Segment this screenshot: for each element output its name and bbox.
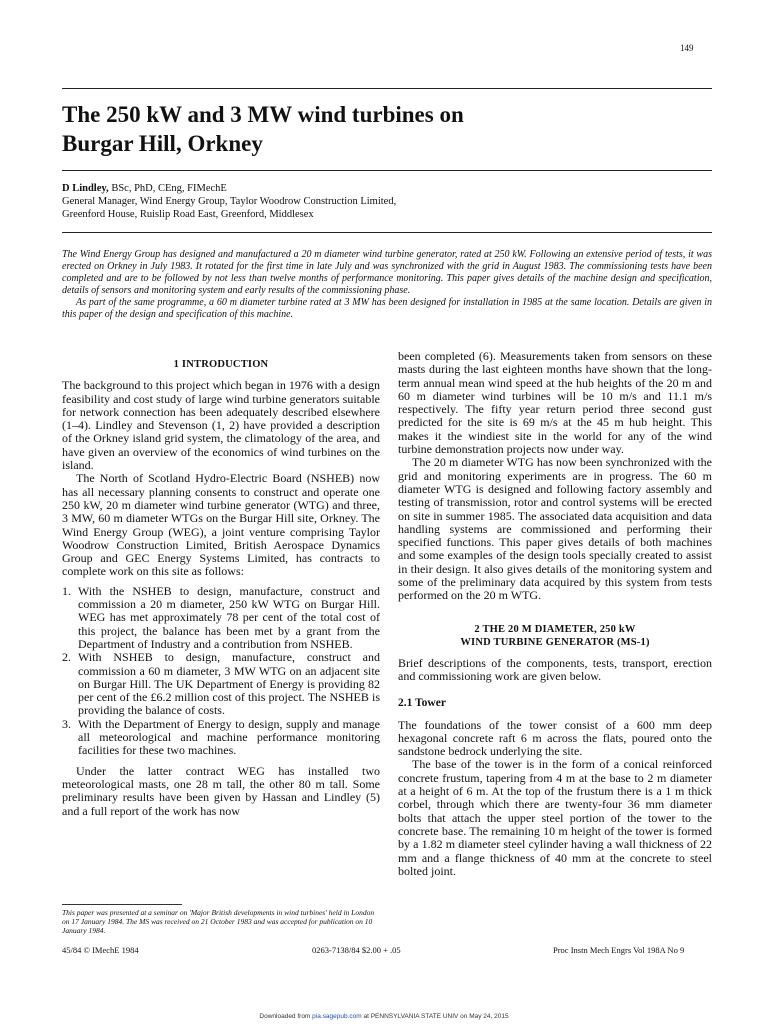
abstract-paragraph-1: The Wind Energy Group has designed and manufactured a 20 m diameter wind turbine generator, rated at 250 kW. Following an extensive period of tests, it was erected on Orkney in July 1983. It rotated for the first time in late July and was synchronized with the grid in August 1983. The commissioning tests have been completed and are to be followed by not less than twelve months of performance monitoring. This paper gives details of the machine design and specification, details of sensors and monitoring system and early results of the commissioning phase. [62,249,712,296]
subsection-heading-tower: 2.1 Tower [398,697,446,710]
footer-journal: Proc Instn Mech Engrs Vol 198A No 9 [553,945,685,955]
title-line-2: Burgar Hill, Orkney [62,131,263,156]
list-text: With the NSHEB to design, manufacture, construct and commission a 20 m diameter, 250 kW WTG on Burgar Hill. WEG has met approximately 78 per cent of the total cost of this project, the balance has been met by a grant from the Department of Industry and a contribution from NSHEB. [78,583,380,651]
footnote-rule [62,904,182,905]
page-number: 149 [680,43,694,53]
list-text: With NSHEB to design, manufacture, construct and commission a 60 m diameter, 3 MW WTG on an adjacent site on Burgar Hill. The UK Department of Energy is providing 82 per cent of the £6.2 million cost of this project. The NSHEB is providing the balance of costs. [78,650,380,718]
abstract-paragraph-2: As part of the same programme, a 60 m diameter turbine rated at 3 MW has been designed for installation in 1985 at the same location. Details are given in this paper of the design and specification of this machine. [62,297,712,320]
title-line-1: The 250 kW and 3 MW wind turbines on [62,102,464,127]
abstract-rule [62,232,712,233]
left-column [62,358,380,818]
abstract [62,249,712,321]
tower-paragraph-2: The base of the tower is in the form of a conical reinforced concrete frustum, tapering from 4 m at the base to 2 m diameter at a height of 6 m. At the top of the frustum there is a 1 m thick corbel, through which there are twenty-four 36 mm diameter bolts that attach the upper steel portion of the tower to the concrete base. The remaining 10 m height of the tower is formed by a 1.82 m diameter steel cylinder having a wall thickness of 22 mm and a flange thickness of 40 mm at the concrete to steel bolted joint. [398,757,712,878]
author-affiliation-1: General Manager, Wind Energy Group, Taylor Woodrow Construction Limited, [62,196,397,207]
list-number: 2. [62,650,71,665]
title-rule [62,170,712,171]
download-suffix: at PENNSYLVANIA STATE UNIV on May 24, 2015 [361,1013,509,1020]
author-quals: BSc, PhD, CEng, FIMechE [108,183,227,194]
list-item [62,718,380,758]
section-heading-2 [398,623,712,649]
section-2-intro: Brief descriptions of the components, tests, transport, erection and commissioning work are given below. [398,655,712,683]
intro-paragraph-2: The North of Scotland Hydro-Electric Board (NSHEB) now has all necessary planning consents to construct and operate one 250 kW, 20 m diameter wind turbine generator (WTG) and three, 3 MW, 60 m diameter WTGs on the Burgar Hill site, Orkney. The Wind Energy Group (WEG), a joint venture comprising Taylor Woodrow Construction Limited, British Aerospace Dynamics Group and GEC Energy Systems Limited, has contracts to complete work on this site as follows: [62,471,380,579]
intro-paragraph-1: The background to this project which began in 1976 with a design feasibility and cost study of large wind turbine generators suitable for network connection has been adequately described elsewhere (1–4). Lindley and Stevenson (1, 2) have provided a description of the Orkney island grid system, the climatology of the area, and have given an overview of the economics of wind turbines on the island. [62,378,380,473]
footer-issn: 0263-7138/84 $2.00 + .05 [312,945,401,955]
download-link[interactable]: pia.sagepub.com [312,1013,362,1020]
contract-list [62,585,380,758]
author-affiliation-2: Greenford House, Ruislip Road East, Greenford, Middlesex [62,209,314,220]
list-text: With the Department of Energy to design, supply and manage all meteorological and machine performance monitoring facilities for these two machines. [78,716,380,758]
right-column [398,350,712,878]
top-rule [62,88,712,89]
continued-paragraph: been completed (6). Measurements taken from sensors on these masts during the last eighteen months have shown that the long-term annual mean wind speed at the hub heights of the 20 m and 60 m diameter wind turbines will be 10 m/s and 11.1 m/s respectively. The fifty year return period three second gust predicted for the site is 69 m/s at the 45 m hub height. This makes it the windiest site in the world for any of the wind turbine demonstration projects now under way. [398,349,712,457]
article-title [62,100,702,158]
section-heading-2-line-2: WIND TURBINE GENERATOR (MS-1) [460,636,650,648]
author-name: D Lindley, [62,183,109,194]
section-heading-introduction: 1 INTRODUCTION [173,359,269,370]
author-block [62,182,396,221]
list-number: 3. [62,716,71,731]
section-heading-2-line-1: 2 THE 20 M DIAMETER, 250 kW [474,623,636,635]
tower-paragraph-1: The foundations of the tower consist of a 600 mm deep hexagonal concrete raft 6 m across the flats, poured onto the sandstone bedrock underlying the site. [398,717,712,759]
intro-paragraph-3: Under the latter contract WEG has installed two meteorological masts, one 28 m tall, the other 80 m tall. Some preliminary results have been given by Hassan and Lindley (5) and a full report of the work has now [62,763,380,818]
list-number: 1. [62,583,71,598]
download-prefix: Downloaded from [259,1013,313,1020]
footer-copyright: 45/84 © IMechE 1984 [62,945,139,955]
list-item [62,585,380,651]
status-paragraph: The 20 m diameter WTG has now been synchronized with the grid and monitoring experiments are in progress. The 60 m diameter WTG is designed and following factory assembly and testing of transmission, rotor and control systems will be erected on site in summer 1985. The associated data acquisition and data handling systems are commissioned and performing their specified functions. This paper gives details of both machines and some examples of the design tools specially created to assist in their design. It also gives details of the monitoring system and some of the preliminary data acquired by this system from tests performed on the 20 m WTG. [398,455,712,603]
footnote: This paper was presented at a seminar on 'Major British developments in wind turbines' held in London on 17 January 1984. The MS was received on 21 October 1983 and was accepted for publication on 10 January 1984. [62,908,375,935]
list-item [62,651,380,717]
download-notice [0,1013,768,1020]
